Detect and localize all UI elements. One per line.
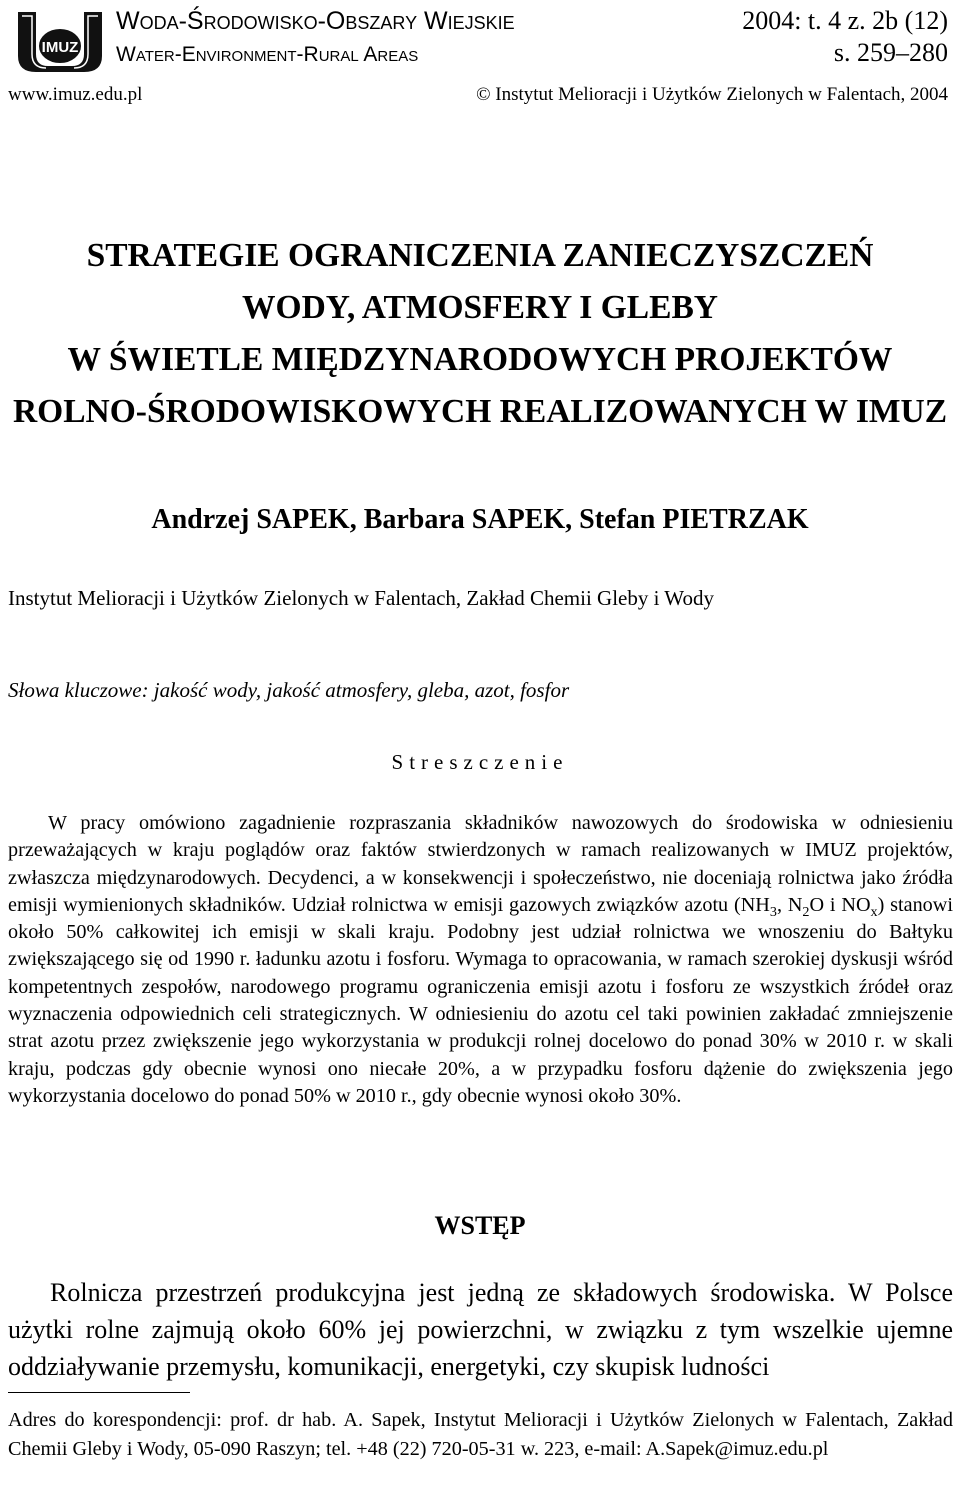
article-title	[0, 230, 960, 438]
intro-paragraph: Rolnicza przestrzeń produkcyjna jest jedną ze składowych środowiska. W Polsce użytki rolne zajmują około 60% jej powierzchni, w związku z tym wszelkie ujemne oddziaływanie przemysłu, komunikacji, energetyki, czy skupisk ludności	[8, 1278, 953, 1381]
abstract-body	[8, 810, 953, 1110]
journal-title-en-text: Water-Environment-Rural Areas	[116, 43, 419, 66]
journal-title-pl	[116, 6, 515, 36]
abstract-text: , N	[776, 893, 803, 916]
title-line: WODY, ATMOSFERY I GLEBY	[242, 289, 718, 326]
logo-text: IMUZ	[41, 39, 79, 56]
title-line: ROLNO-ŚRODOWISKOWYCH REALIZOWANYCH W IMUZ	[12, 393, 948, 430]
section-heading: WSTĘP	[434, 1211, 526, 1240]
page-range: s. 259–280	[833, 38, 948, 67]
affiliation: Instytut Melioracji i Użytków Zielonych w Falentach, Zakład Chemii Gleby i Wody	[8, 586, 714, 610]
abstract-text: W pracy omówiono zagadnienie rozpraszania składników nawozowych do środowiska w odniesieniu przeważających w kraju poglądów oraz faktów stwierdzonych w ramach realizowanych w IMUZ projektów, zwłaszcza międzynarodowych. Decydenci, a w konsekwencji i społeczeństwo, nie doceniają rolnictwa jako źródła emisji wymienionych składników. Udział rolnictwa w emisji gazowych związków azotu (NH	[8, 812, 953, 916]
footnote: Adres do korespondencji: prof. dr hab. A. Sapek, Instytut Melioracji i Użytków Zielonych w Falentach, Zakład Chemii Gleby i Wody, 05-090 Raszyn; tel. +48 (22) 720-05-31 w. 223, e-mail: A.Sapek@imuz.edu.pl	[8, 1409, 953, 1460]
title-line: W ŚWIETLE MIĘDZYNARODOWYCH PROJEKTÓW	[67, 341, 893, 378]
subscript: 2	[802, 903, 810, 920]
journal-title-pl-text: Woda-Środowisko-Obszary Wiejskie	[116, 7, 515, 35]
imuz-logo	[14, 8, 106, 74]
journal-title-en	[116, 38, 418, 70]
abstract-heading: Streszczenie	[391, 750, 569, 774]
subscript: x	[870, 903, 878, 920]
authors: Andrzej SAPEK, Barbara SAPEK, Stefan PIETRZAK	[151, 504, 809, 535]
subscript: 3	[769, 903, 777, 920]
issue-info: 2004: t. 4 z. 2b (12)	[742, 6, 948, 35]
copyright-notice: © Instytut Melioracji i Użytków Zielonych w Falentach, 2004	[476, 84, 948, 105]
abstract-text: ) stanowi około 50% całkowitej ich emisji w skali kraju. Podobny jest udział rolnictwa we wnoszeniu do Bałtyku zwiększającego się od 1990 r. ładunku azotu i fosforu. Wymaga to opracowania, w ramach szerokiej dyskusji wśród kompetentnych zespołów, narodowego programu ograniczenia emisji azotu i fosforu ze wszystkich źródeł oraz wyznaczenia odpowiednich celi strategicznych. W odniesieniu do azotu cel taki powinien zakładać zmniejszenie strat azotu przez zwiększenie jego wykorzystania w produkcji rolnej docelowo do ponad 30% w 2010 r. w skali kraju, podczas gdy obecnie wynosi ono niecałe 20%, a w przypadku fosforu dążenie do zwiększenia jego wykorzystania docelowo do ponad 50% w 2010 r., gdy obecnie wynosi około 30%.	[8, 893, 953, 1107]
footnote-divider	[8, 1392, 190, 1393]
abstract-text: O i NO	[809, 893, 871, 916]
keywords: Słowa kluczowe: jakość wody, jakość atmosfery, gleba, azot, fosfor	[8, 678, 570, 702]
website-link[interactable]: www.imuz.edu.pl	[8, 84, 143, 105]
title-line: STRATEGIE OGRANICZENIA ZANIECZYSZCZEŃ	[86, 237, 874, 274]
